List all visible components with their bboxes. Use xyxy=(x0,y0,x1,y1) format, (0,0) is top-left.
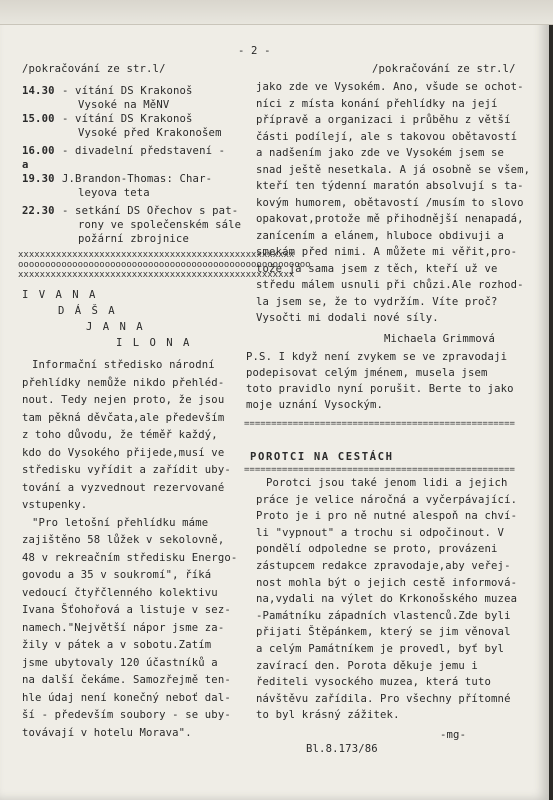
article-line: zástupcem redakce zpravodaje,aby veřej- xyxy=(256,560,511,572)
right-continuation-note: /pokračování ze str.l/ xyxy=(372,63,516,75)
article-line: Proto je i pro ně nutné alespoň na chví- xyxy=(256,510,518,523)
separator-line: oooooooooooooooooooooooooooooooooooooooooooooooooooooo xyxy=(18,260,311,270)
schedule-time: 14.30 xyxy=(22,85,55,97)
article-line: středisku vyřídit a zařídit uby- xyxy=(22,464,231,476)
separator-line: xxxxxxxxxxxxxxxxxxxxxxxxxxxxxxxxxxxxxxxxxxxxxxxxxxx xyxy=(18,250,295,260)
article-line: namech."Největší nápor jsme za- xyxy=(22,621,225,634)
article-line: zanícením a elánem, hluboce obdivuji a xyxy=(256,229,505,242)
heading-rule-bottom: ================================================== xyxy=(244,465,515,475)
article-line: li "vypnout" a trochu si odpočinout. V xyxy=(256,526,505,539)
schedule-text: - vítání DS Krakonoš xyxy=(62,85,193,97)
article-line: na další čekáme. Samozřejmě ten- xyxy=(22,674,231,686)
article-line: a nadšením jako zde ve Vysokém jsem se xyxy=(256,147,505,159)
schedule-time: 19.30 xyxy=(22,173,55,185)
postscript-line: P.S. I když není zvykem se ve zpravodaji xyxy=(246,351,508,363)
article-line: vstupenky. xyxy=(22,499,88,511)
article-line: na,vydali na výlet do Krkonošského muzea xyxy=(256,593,518,606)
schedule-text-cont: požární zbrojnice xyxy=(78,233,189,245)
staff-name: I V A N A xyxy=(22,289,98,301)
article-line: části podílejí, ale s takovou obětavostí xyxy=(256,130,518,143)
article-line: Vysočti mi dodali nové síly. xyxy=(256,312,439,324)
article-line: Ivana Šťohořová a listuje v sez- xyxy=(22,604,231,616)
article-line: 48 v rekreačním středisku Energo- xyxy=(22,551,238,564)
schedule-time: 15.00 xyxy=(22,113,55,125)
staff-name: J A N A xyxy=(86,321,145,333)
schedule-time: 22.30 xyxy=(22,205,55,217)
schedule-text: - divadelní představení - xyxy=(62,145,226,157)
article-line: "Pro letošní přehlídku máme xyxy=(32,516,209,529)
heading-rule-top: ================================================== xyxy=(244,419,515,429)
article-line: zavírací den. Porota děkuje jemu i xyxy=(256,659,478,672)
article-line: opakovat,protože mě přihodnější nenapadá, xyxy=(256,213,524,225)
page-number: - 2 - xyxy=(238,45,271,57)
postscript-line: toto pravidlo nyní porušit. Berte to jako xyxy=(246,383,514,395)
article-line: žily v pátek a v sobotu.Zatím xyxy=(22,639,212,651)
article-line: vedoucí čtyřčlenného kolektivu xyxy=(22,586,218,599)
article-line: ší - především soubory - se uby- xyxy=(22,709,231,721)
article-line: Porotci jsou také jenom lidi a jejich xyxy=(266,477,508,489)
article-heading: POROTCI NA CESTÁCH xyxy=(250,451,394,463)
article-line: jsme ubytovaly 120 účastníků a xyxy=(22,656,218,669)
permit-number: Bl.8.173/86 xyxy=(306,743,378,755)
article-line: kdo do Vysokého přijede,musí ve xyxy=(22,446,225,459)
schedule-text: - setkání DS Ořechov s pat- xyxy=(62,205,239,217)
article-line: govodu a 35 v soukromí", říká xyxy=(22,569,212,581)
schedule-time: a xyxy=(22,159,29,171)
article-line: tože já sama jsem z těch, kteří už ve xyxy=(256,262,498,275)
separator-line: xxxxxxxxxxxxxxxxxxxxxxxxxxxxxxxxxxxxxxxxxxxxxxxxxxx xyxy=(18,270,295,280)
article-line: níci z místa konání přehlídky na její xyxy=(256,97,498,110)
author-initials: -mg- xyxy=(440,729,467,741)
article-line: tam pěkná děvčata,ale především xyxy=(22,411,225,424)
article-line: přijati Štěpánkem, který se jim věnoval xyxy=(256,626,511,639)
postscript-line: moje uznání Vysockým. xyxy=(246,399,384,411)
article-line: továvají v hotelu Morava". xyxy=(22,726,192,739)
schedule-text-cont: Vysoké na MěNV xyxy=(78,99,170,111)
article-line: zajištěno 58 lůžek v sekolovně, xyxy=(22,534,225,546)
top-paper-strip xyxy=(0,0,553,25)
article-line: pondělí odpoledne se proto, provázeni xyxy=(256,543,498,556)
schedule-text-cont: leyova teta xyxy=(78,187,150,199)
postscript-line: podepisovat celým jménem, musela jsem xyxy=(246,367,488,379)
schedule-text: J.Brandon-Thomas: Char- xyxy=(62,173,213,185)
schedule-text-cont: rony ve společenském sále xyxy=(78,219,242,231)
staff-name: D Á Š A xyxy=(58,305,117,317)
article-line: la jsem se, že to vydržím. Víte proč? xyxy=(256,295,498,308)
schedule-time: 16.00 xyxy=(22,145,55,157)
article-line: přehlídky nemůže nikdo přehléd- xyxy=(22,376,225,389)
left-continuation-note: /pokračování ze str.l/ xyxy=(22,63,166,75)
article-line: tování a vyzvednout rezervované xyxy=(22,481,225,494)
article-line: jako zde ve Vysokém. Ano, všude se ochot- xyxy=(256,81,524,93)
article-line: snad ještě nesetkala. A já osobně se všem, xyxy=(256,163,531,176)
article-line: práce je velice náročná a vyčerpávající. xyxy=(256,493,518,506)
article-line: nout. Tedy nejen proto, že jsou xyxy=(22,394,225,406)
staff-name: I L O N A xyxy=(116,337,192,349)
article-line: kteří ten týdenní maratón absolvují s ta- xyxy=(256,180,524,192)
article-line: řediteli vysockého muzea, která tuto xyxy=(256,676,492,689)
article-line: z toho důvodu, že téměř každý, xyxy=(22,429,218,441)
article-line: hle údaj není konečný neboť dal- xyxy=(22,691,231,704)
signature: Michaela Grimmová xyxy=(384,333,495,345)
article-line: přípravě a organizaci i průběhu z větší xyxy=(256,114,511,126)
article-line: a celým Památníkem je provedl, byť byl xyxy=(256,643,505,655)
article-line: nost mohla být o jejich cestě informová- xyxy=(256,576,518,589)
article-line: kovým humorem, obětavostí /musím to slovo xyxy=(256,196,524,209)
article-line: -Památníku západních vlastenců.Zde byli xyxy=(256,609,511,622)
schedule-text: - vítání DS Krakonoš xyxy=(62,113,193,125)
article-line: smekám před nimi. A můžete mi věřit,pro- xyxy=(256,246,518,258)
article-line: středu málem usnuli při chůzi.Ale rozhod- xyxy=(256,279,524,291)
article-line: návštěvu zařídila. Pro všechny přítomné xyxy=(256,692,511,705)
article-line: to byl krásný zážitek. xyxy=(256,709,400,722)
schedule-text-cont: Vysoké před Krakonošem xyxy=(78,127,222,139)
article-line: Informační středisko národní xyxy=(32,359,215,371)
